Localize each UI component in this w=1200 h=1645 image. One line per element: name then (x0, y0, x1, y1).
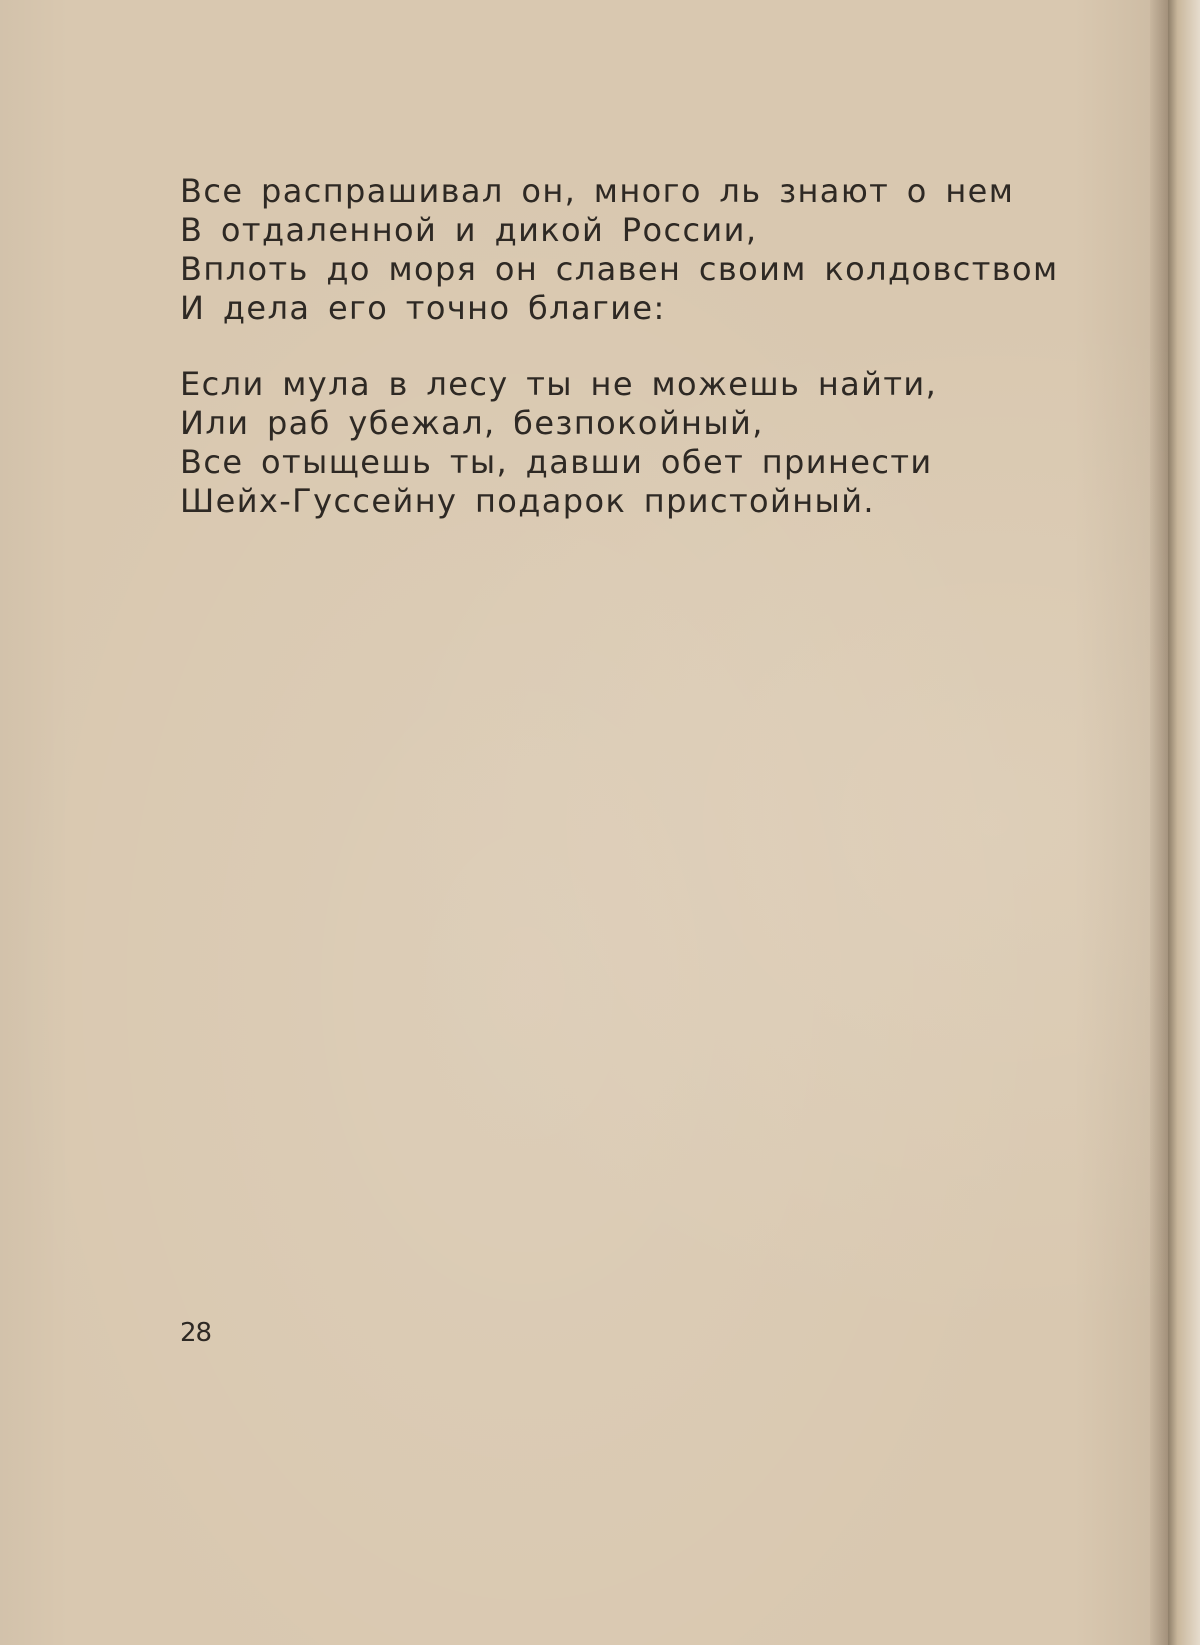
poem-line: Все распрашивал он, много ль знают о нем (180, 172, 1015, 210)
poem-line: Все отыщешь ты, давши обет принести (180, 443, 933, 481)
poem-line: Если мула в лесу ты не можешь найти, (180, 365, 938, 403)
poem-line: Вплоть до моря он славен своим колдовством (180, 250, 1059, 288)
poem-line: И дела его точно благие: (180, 289, 666, 327)
adjacent-page-edge (1168, 0, 1200, 1645)
poem-line: Или раб убежал, безпокойный, (180, 404, 764, 442)
poem-line: Шейх-Гуссейну подарок пристойный. (180, 482, 875, 520)
page-number: 28 (180, 1318, 212, 1348)
stanza-2 (180, 365, 1080, 521)
poem (180, 172, 1080, 558)
stanza-1 (180, 172, 1080, 328)
spine-shadow (1150, 0, 1168, 1645)
poem-line: В отдаленной и дикой России, (180, 211, 758, 249)
